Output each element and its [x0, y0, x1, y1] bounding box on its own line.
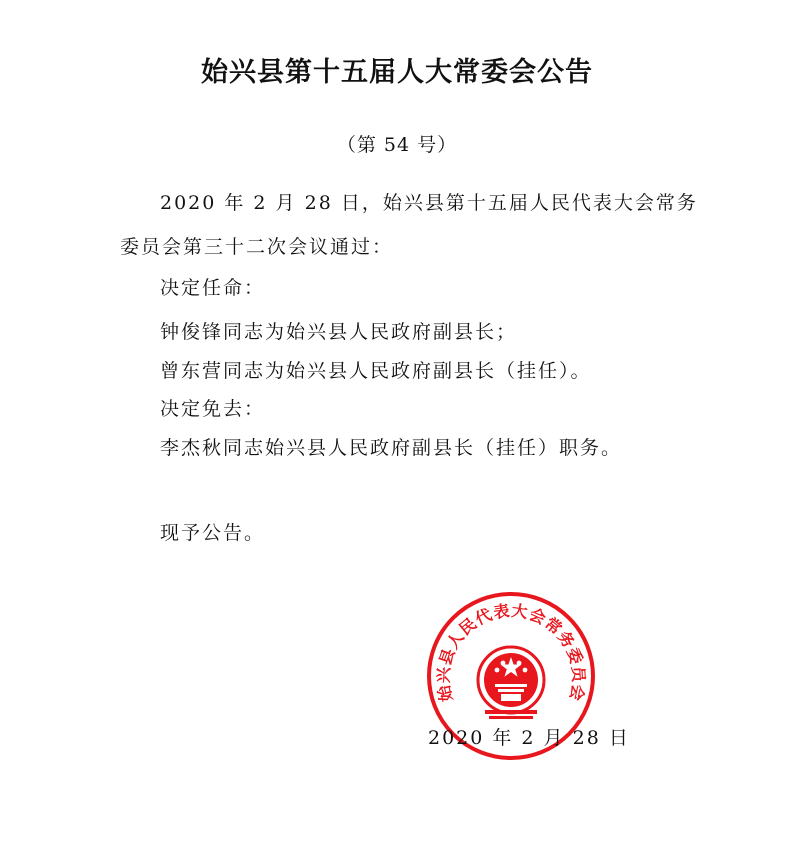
document-date: 2020 年 2 月 28 日 — [428, 727, 630, 749]
appoint-item-1: 钟俊锋同志为始兴县人民政府副县长； — [160, 321, 518, 343]
seal-text: 始兴县人民代表大会常务委员会 — [433, 600, 589, 704]
document-title: 始兴县第十五届人大常委会公告 — [201, 57, 593, 88]
body-text-line-2: 委员会第三十二次会议通过： — [120, 236, 394, 258]
closing-text: 现予公告。 — [160, 522, 266, 544]
body-text-line-1: 2020 年 2 月 28 日，始兴县第十五届人民代表大会常务 — [160, 192, 698, 214]
remove-item-1: 李杰秋同志始兴县人民政府副县长（挂任）职务。 — [160, 437, 623, 459]
remove-heading: 决定免去： — [160, 398, 266, 420]
national-emblem-icon — [478, 647, 544, 719]
appoint-item-2: 曾东营同志为始兴县人民政府副县长（挂任）。 — [160, 360, 592, 382]
document-number: （第 54 号） — [336, 134, 458, 156]
appoint-heading: 决定任命： — [160, 277, 266, 299]
